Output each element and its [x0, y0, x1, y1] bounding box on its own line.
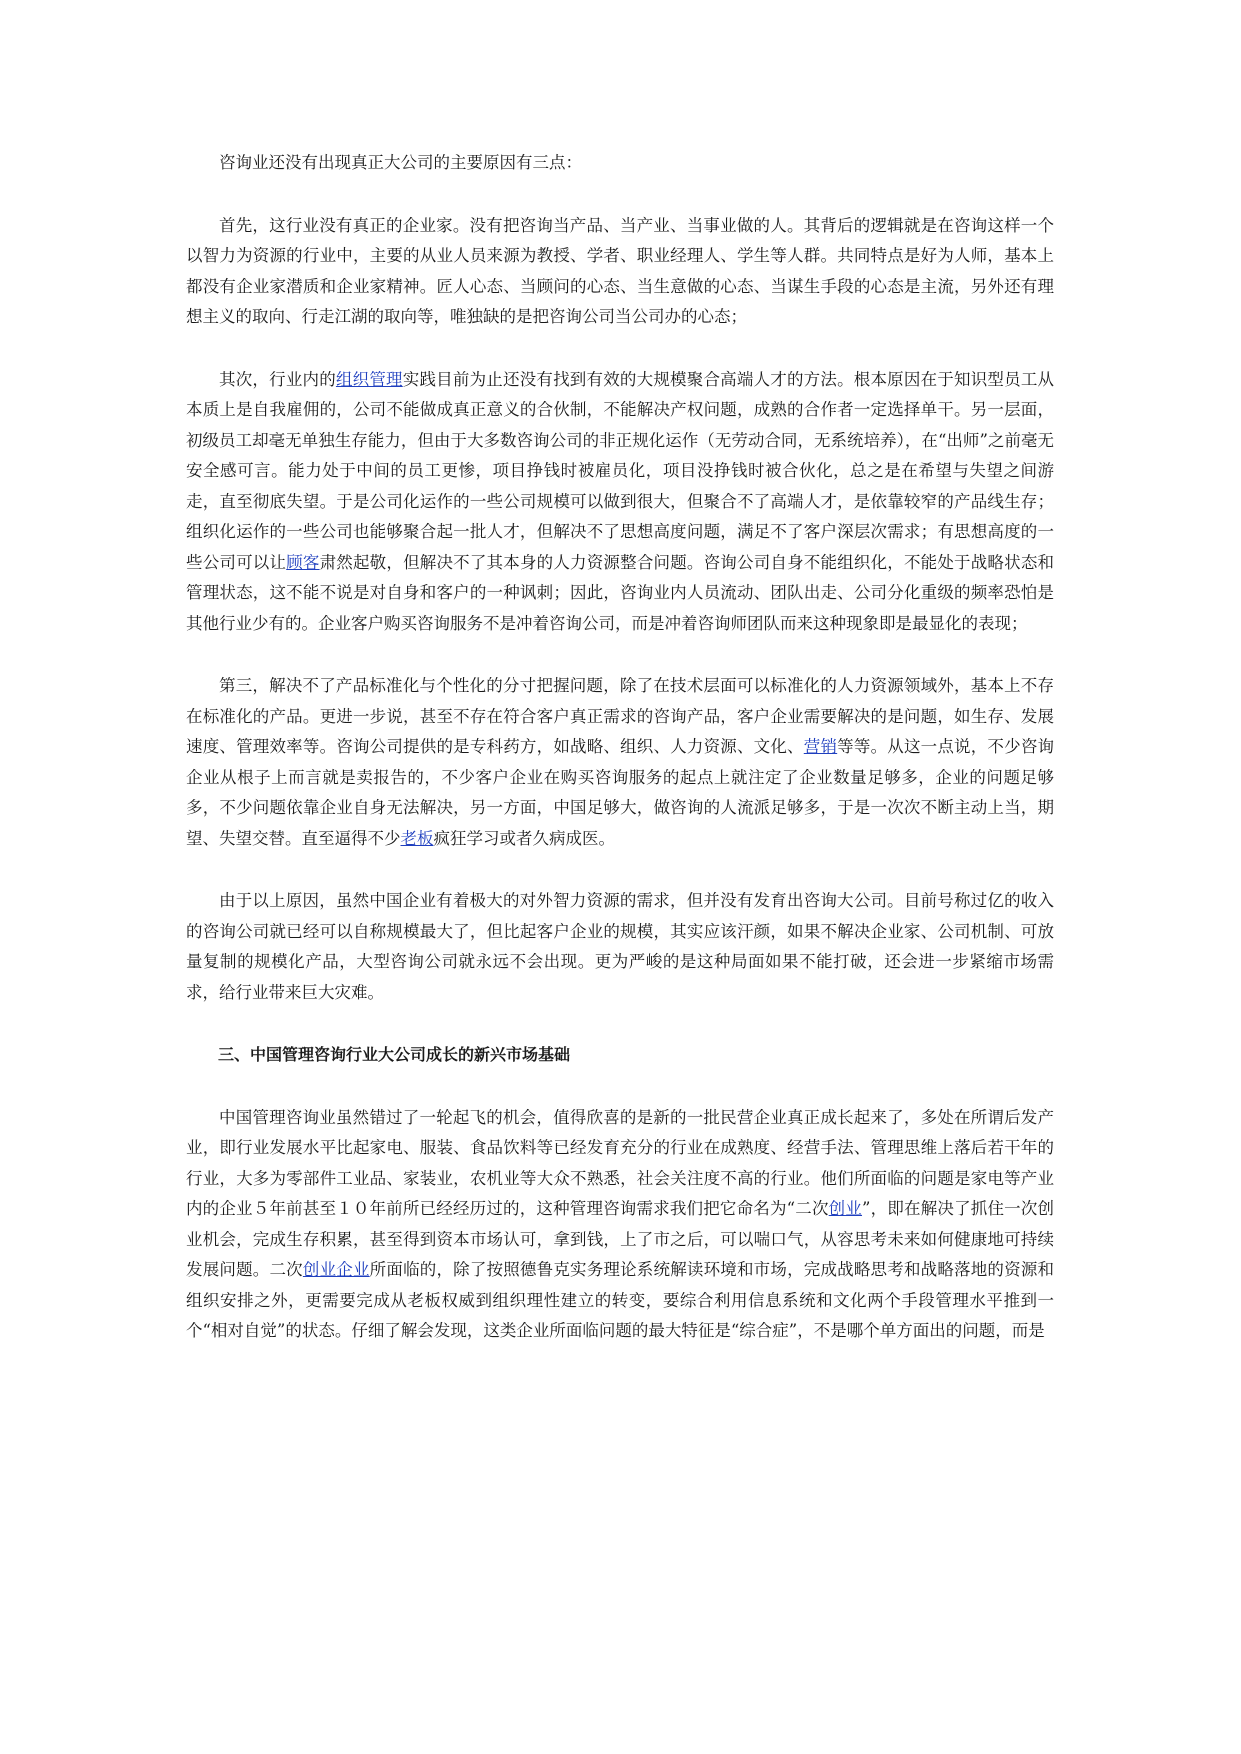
inline-link[interactable]: 创业 [828, 1199, 863, 1218]
body-paragraph [186, 148, 1054, 179]
inline-link[interactable]: 顾客 [286, 552, 320, 572]
body-paragraph [186, 211, 1054, 333]
paragraph-text: 其次，行业内的 [219, 369, 336, 389]
inline-link[interactable]: 创业企业 [302, 1260, 370, 1279]
body-paragraph [186, 1103, 1054, 1347]
paragraph-text: 中国管理咨询业虽然错过了一轮起飞的机会，值得欣喜的是新的一批民营企业真正成长起来了，多处在所谓后发产业，即行业发展水平比起家电、服装、食品饮料等已经发育充分的行业在成熟度、经营手法、管理思维上落后若干年的行业，大多为零部件工业品、家装业，农机业等大众不熟悉，社会关注度不高的行业。他们所面临的问题是家电等产业内的企业５年前甚至１０年前所已经经历过的，这种管理咨询需求我们把它命名为“二次 [186, 1107, 1054, 1218]
inline-link[interactable]: 营销 [803, 737, 838, 756]
paragraph-text: 所面临的，除了按照德鲁克实务理论系统解读环境和市场，完成战略思考和战略落地的资源和组织安排之外，更需要完成从老板权威到组织理性建立的转变，要综合利用信息系统和文化两个手段管理水平推到一个“相对自觉”的状态。仔细了解会发现，这类企业所面临问题的最大特征是“综合症”，不是哪个单方面出的问题，而是 [186, 1260, 1055, 1340]
paragraph-text: 实践目前为止还没有找到有效的大规模聚合高端人才的方法。根本原因在于知识型员工从本质上是自我雇佣的，公司不能做成真正意义的合伙制，不能解决产权问题，成熟的合作者一定选择单干。另一层面，初级员工却毫无单独生存能力，但由于大多数咨询公司的非正规化运作（无劳动合同，无系统培养），在“出师”之前毫无安全感可言。能力处于中间的员工更惨，项目挣钱时被雇员化，项目没挣钱时被合伙化，总之是在希望与失望之间游走，直至彻底失望。于是公司化运作的一些公司规模可以做到很大，但聚合不了高端人才，是依靠较窄的产品线生存；组织化运作的一些公司也能够聚合起一批人才，但解决不了思想高度问题，满足不了客户深层次需求；有思想高度的一些公司可以让 [186, 369, 1055, 572]
inline-link[interactable]: 老板 [400, 828, 434, 848]
body-paragraph [186, 671, 1054, 854]
paragraph-text: 咨询业还没有出现真正大公司的主要原因有三点： [219, 153, 582, 172]
body-paragraph [186, 886, 1054, 1008]
heading-text: 三、中国管理咨询行业大公司成长的新兴市场基础 [218, 1045, 571, 1064]
section-heading [186, 1040, 1054, 1071]
document-page [186, 148, 1054, 1379]
paragraph-text: 首先，这行业没有真正的企业家。没有把咨询当产品、当产业、当事业做的人。其背后的逻辑就是在咨询这样一个以智力为资源的行业中，主要的从业人员来源为教授、学者、职业经理人、学生等人群。共同特点是好为人师，基本上都没有企业家潜质和企业家精神。匠人心态、当顾问的心态、当生意做的心态、当谋生手段的心态是主流，另外还有理想主义的取向、行走江湖的取向等，唯独缺的是把咨询公司当公司办的心态； [186, 215, 1054, 326]
paragraph-text: 疯狂学习或者久病成医。 [433, 828, 615, 848]
paragraph-text: 由于以上原因，虽然中国企业有着极大的对外智力资源的需求，但并没有发育出咨询大公司。目前号称过亿的收入的咨询公司就已经可以自称规模最大了，但比起客户企业的规模，其实应该汗颜，如果不解决企业家、公司机制、可放量复制的规模化产品，大型咨询公司就永远不会出现。更为严峻的是这种局面如果不能打破，还会进一步紧缩市场需求，给行业带来巨大灾难。 [186, 891, 1054, 1002]
paragraph-text: 第三，解决不了产品标准化与个性化的分寸把握问题，除了在技术层面可以标准化的人力资源领域外，基本上不存在标准化的产品。更进一步说，甚至不存在符合客户真正需求的咨询产品，客户企业需要解决的是问题，如生存、发展速度、管理效率等。咨询公司提供的是专科药方，如战略、组织、人力资源、文化、 [186, 676, 1054, 756]
inline-link[interactable]: 组织管理 [335, 369, 403, 389]
paragraph-text: 肃然起敬，但解决不了其本身的人力资源整合问题。咨询公司自身不能组织化，不能处于战略状态和管理状态，这不能不说是对自身和客户的一种讽刺；因此，咨询业内人员流动、团队出走、公司分化重级的频率恐怕是其他行业少有的。企业客户购买咨询服务不是冲着咨询公司，而是冲着咨询师团队而来这种现象即是最显化的表现； [186, 552, 1055, 633]
paragraph-text: 等等。从这一点说，不少咨询企业从根子上而言就是卖报告的，不少客户企业在购买咨询服务的起点上就注定了企业数量足够多，企业的问题足够多，不少问题依靠企业自身无法解决，另一方面，中国足够大，做咨询的人流派足够多，于是一次次不断主动上当，期望、失望交替。直至逼得不少 [186, 737, 1055, 848]
paragraph-text: ”，即在解决了抓住一次创业机会，完成生存积累，甚至得到资本市场认可，拿到钱，上了市之后，可以喘口气，从容思考未来如何健康地可持续发展问题。二次 [186, 1199, 1055, 1279]
body-paragraph [186, 365, 1054, 640]
